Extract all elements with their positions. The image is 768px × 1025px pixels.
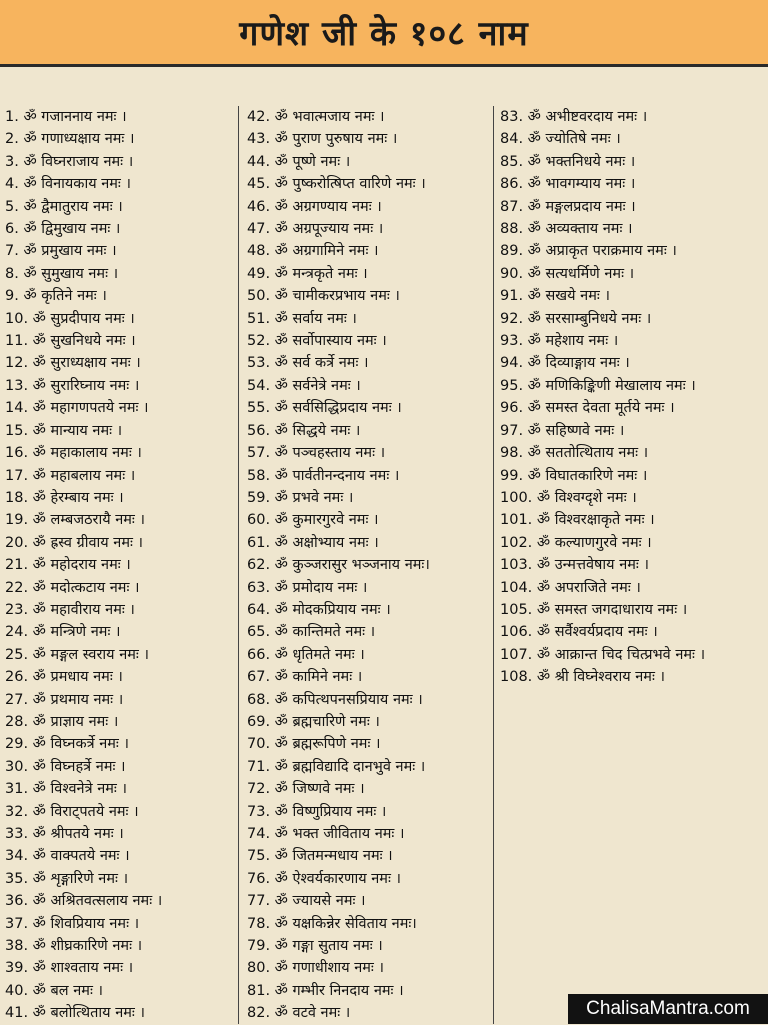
name-item: 34. ॐ वाक्पतये नमः । [5,848,130,865]
name-item: 102. ॐ कल्याणगुरवे नमः । [500,534,652,551]
name-item: 36. ॐ अश्रितवत्सलाय नमः । [5,893,163,910]
name-item: 15. ॐ मान्याय नमः । [5,422,123,439]
name-item: 2. ॐ गणाध्यक्षाय नमः । [5,131,135,148]
name-item: 79. ॐ गङ्गा सुताय नमः । [247,938,383,955]
name-item: 12. ॐ सुराध्यक्षाय नमः । [5,355,141,372]
name-item: 54. ॐ सर्वनेत्रे नमः । [247,377,361,394]
name-item: 83. ॐ अभीष्टवरदाय नमः । [500,109,648,125]
name-item: 32. ॐ विराट्पतये नमः । [5,803,139,820]
name-item: 105. ॐ समस्त जगदाधाराय नमः । [500,601,688,618]
name-item: 72. ॐ जिष्णवे नमः । [247,781,365,798]
name-item: 40. ॐ बल नमः । [5,982,103,999]
name-item: 68. ॐ कपित्थपनसप्रियाय नमः । [247,691,423,708]
name-item: 41. ॐ बलोत्थिताय नमः । [5,1005,145,1022]
name-item: 29. ॐ विघ्नकर्त्रे नमः । [5,736,129,753]
name-item: 80. ॐ गणाधीशाय नमः । [247,960,384,977]
names-column-1 [5,106,237,1025]
name-item: 6. ॐ द्विमुखाय नमः । [5,221,121,238]
name-item: 104. ॐ अपराजिते नमः । [500,579,641,596]
name-item: 7. ॐ प्रमुखाय नमः । [5,243,117,260]
name-item: 30. ॐ विघ्नहर्त्रे नमः । [5,758,126,775]
name-item: 89. ॐ अप्राकृत पराक्रमाय नमः । [500,243,677,260]
names-column-3 [500,106,763,689]
name-item: 90. ॐ सत्यधर्मिणे नमः । [500,265,635,282]
name-item: 63. ॐ प्रमोदाय नमः । [247,579,368,596]
name-item: 14. ॐ महागणपतये नमः । [5,400,149,417]
name-item: 23. ॐ महावीराय नमः । [5,601,135,618]
name-item: 47. ॐ अग्रपूज्याय नमः । [247,221,384,238]
name-item: 88. ॐ अव्यक्ताय नमः । [500,221,633,238]
name-item: 56. ॐ सिद्धये नमः । [247,422,361,439]
name-item: 4. ॐ विनायकाय नमः । [5,176,131,193]
name-item: 28. ॐ प्राज्ञाय नमः । [5,713,119,730]
name-item: 38. ॐ शीघ्रकारिणे नमः । [5,938,143,955]
name-item: 70. ॐ ब्रह्मरूपिणे नमः । [247,736,381,753]
name-item: 39. ॐ शाश्वताय नमः । [5,960,134,977]
name-item: 20. ॐ ह्रस्व ग्रीवाय नमः । [5,534,144,551]
name-item: 53. ॐ सर्व कर्त्रे नमः । [247,355,369,372]
name-item: 8. ॐ सुमुखाय नमः । [5,265,119,282]
name-item: 27. ॐ प्रथमाय नमः । [5,691,124,708]
name-item: 66. ॐ धृतिमते नमः । [247,646,365,663]
name-item: 71. ॐ ब्रह्मविद्यादि दानभुवे नमः । [247,758,426,775]
name-item: 49. ॐ मन्त्रकृते नमः । [247,265,368,282]
name-item: 11. ॐ सुखनिधये नमः । [5,333,136,350]
name-item: 73. ॐ विष्णुप्रियाय नमः । [247,803,387,820]
name-item: 58. ॐ पार्वतीनन्दनाय नमः । [247,467,400,484]
name-item: 108. ॐ श्री विघ्नेश्वराय नमः । [500,669,665,686]
name-item: 75. ॐ जितमन्मधाय नमः । [247,848,393,865]
name-item: 100. ॐ विश्वग्दृशे नमः । [500,489,637,506]
name-item: 1. ॐ गजाननाय नमः । [5,109,127,125]
name-item: 59. ॐ प्रभवे नमः । [247,489,354,506]
name-item: 84. ॐ ज्योतिषे नमः । [500,131,621,148]
name-item: 51. ॐ सर्वाय नमः । [247,310,357,327]
name-item: 42. ॐ भवात्मजाय नमः । [247,109,385,125]
name-item: 92. ॐ सरसाम्बुनिधये नमः । [500,310,652,327]
name-item: 44. ॐ पूष्णे नमः । [247,153,351,170]
name-item: 52. ॐ सर्वोपास्याय नमः । [247,333,387,350]
name-item: 69. ॐ ब्रह्मचारिणे नमः । [247,713,380,730]
name-item: 65. ॐ कान्तिमते नमः । [247,624,376,641]
name-item: 99. ॐ विघातकारिणे नमः । [500,467,648,484]
name-item: 48. ॐ अग्रगामिने नमः । [247,243,379,260]
name-item: 13. ॐ सुरारिघ्नाय नमः । [5,377,140,394]
name-item: 67. ॐ कामिने नमः । [247,669,363,686]
name-item: 98. ॐ सततोत्थिताय नमः । [500,445,649,462]
name-item: 50. ॐ चामीकरप्रभाय नमः । [247,288,400,305]
name-item: 16. ॐ महाकालाय नमः । [5,445,142,462]
name-item: 77. ॐ ज्यायसे नमः । [247,893,366,910]
name-item: 96. ॐ समस्त देवता मूर्तये नमः । [500,400,675,417]
name-item: 85. ॐ भक्तनिधये नमः । [500,153,636,170]
name-item: 61. ॐ अक्षोभ्याय नमः । [247,534,379,551]
name-item: 64. ॐ मोदकप्रियाय नमः । [247,601,391,618]
page-title: गणेश जी के १०८ नाम [239,14,529,54]
name-item: 86. ॐ भावगम्याय नमः । [500,176,636,193]
name-item: 45. ॐ पुष्करोत्षिप्त वारिणे नमः । [247,176,426,193]
name-item: 17. ॐ महाबलाय नमः । [5,467,136,484]
name-item: 78. ॐ यक्षकिन्नेर सेविताय नमः। [247,915,417,932]
name-item: 33. ॐ श्रीपतये नमः । [5,826,124,842]
name-item: 76. ॐ ऐश्वर्यकारणाय नमः । [247,870,401,887]
name-item: 24. ॐ मन्त्रिणे नमः । [5,624,121,641]
name-item: 46. ॐ अग्रगण्याय नमः । [247,198,382,215]
name-item: 62. ॐ कुञ्जरासुर भञ्जनाय नमः। [247,557,430,574]
name-item: 55. ॐ सर्वसिद्धिप्रदाय नमः । [247,400,402,417]
name-item: 31. ॐ विश्वनेत्रे नमः । [5,781,127,798]
name-item: 57. ॐ पञ्चहस्ताय नमः । [247,445,386,462]
name-item: 74. ॐ भक्त जीविताय नमः । [247,826,405,842]
name-item: 81. ॐ गम्भीर निनदाय नमः । [247,982,404,999]
name-item: 21. ॐ महोदराय नमः । [5,557,131,574]
name-item: 87. ॐ मङ्गलप्रदाय नमः । [500,198,636,215]
name-item: 101. ॐ विश्वरक्षाकृते नमः । [500,512,655,529]
name-item: 95. ॐ मणिकिङ्किणी मेखालाय नमः । [500,377,696,394]
name-item: 5. ॐ द्वैमातुराय नमः । [5,198,123,215]
name-item: 19. ॐ लम्बजठरायै नमः । [5,512,145,529]
names-column-2 [247,106,492,1025]
name-item: 10. ॐ सुप्रदीपाय नमः । [5,310,135,327]
name-item: 22. ॐ मदोत्कटाय नमः । [5,579,140,596]
header-banner [0,0,768,67]
name-item: 18. ॐ हेरम्बाय नमः । [5,489,124,506]
name-item: 43. ॐ पुराण पुरुषाय नमः । [247,131,398,148]
name-item: 93. ॐ महेशाय नमः । [500,333,619,350]
name-item: 25. ॐ मङ्गल स्वराय नमः । [5,646,149,663]
name-item: 35. ॐ शृङ्गारिणे नमः । [5,870,129,887]
column-divider-1 [238,106,239,1024]
name-item: 94. ॐ दिव्याङ्गाय नमः । [500,355,630,372]
name-item: 91. ॐ सखये नमः । [500,288,610,305]
column-divider-2 [493,106,494,1024]
name-item: 107. ॐ आक्रान्त चिद चित्प्रभवे नमः । [500,646,706,663]
site-watermark: ChalisaMantra.com [568,994,768,1024]
name-item: 103. ॐ उन्मत्तवेषाय नमः । [500,557,649,574]
name-item: 106. ॐ सर्वैश्वर्यप्रदाय नमः । [500,624,658,641]
name-item: 37. ॐ शिवप्रियाय नमः । [5,915,140,932]
name-item: 26. ॐ प्रमधाय नमः । [5,669,123,686]
name-item: 3. ॐ विघ्नराजाय नमः । [5,153,134,170]
name-item: 82. ॐ वटवे नमः । [247,1005,351,1022]
name-item: 9. ॐ कृतिने नमः । [5,288,107,305]
name-item: 97. ॐ सहिष्णवे नमः । [500,422,625,439]
name-item: 60. ॐ कुमारगुरवे नमः । [247,512,379,529]
